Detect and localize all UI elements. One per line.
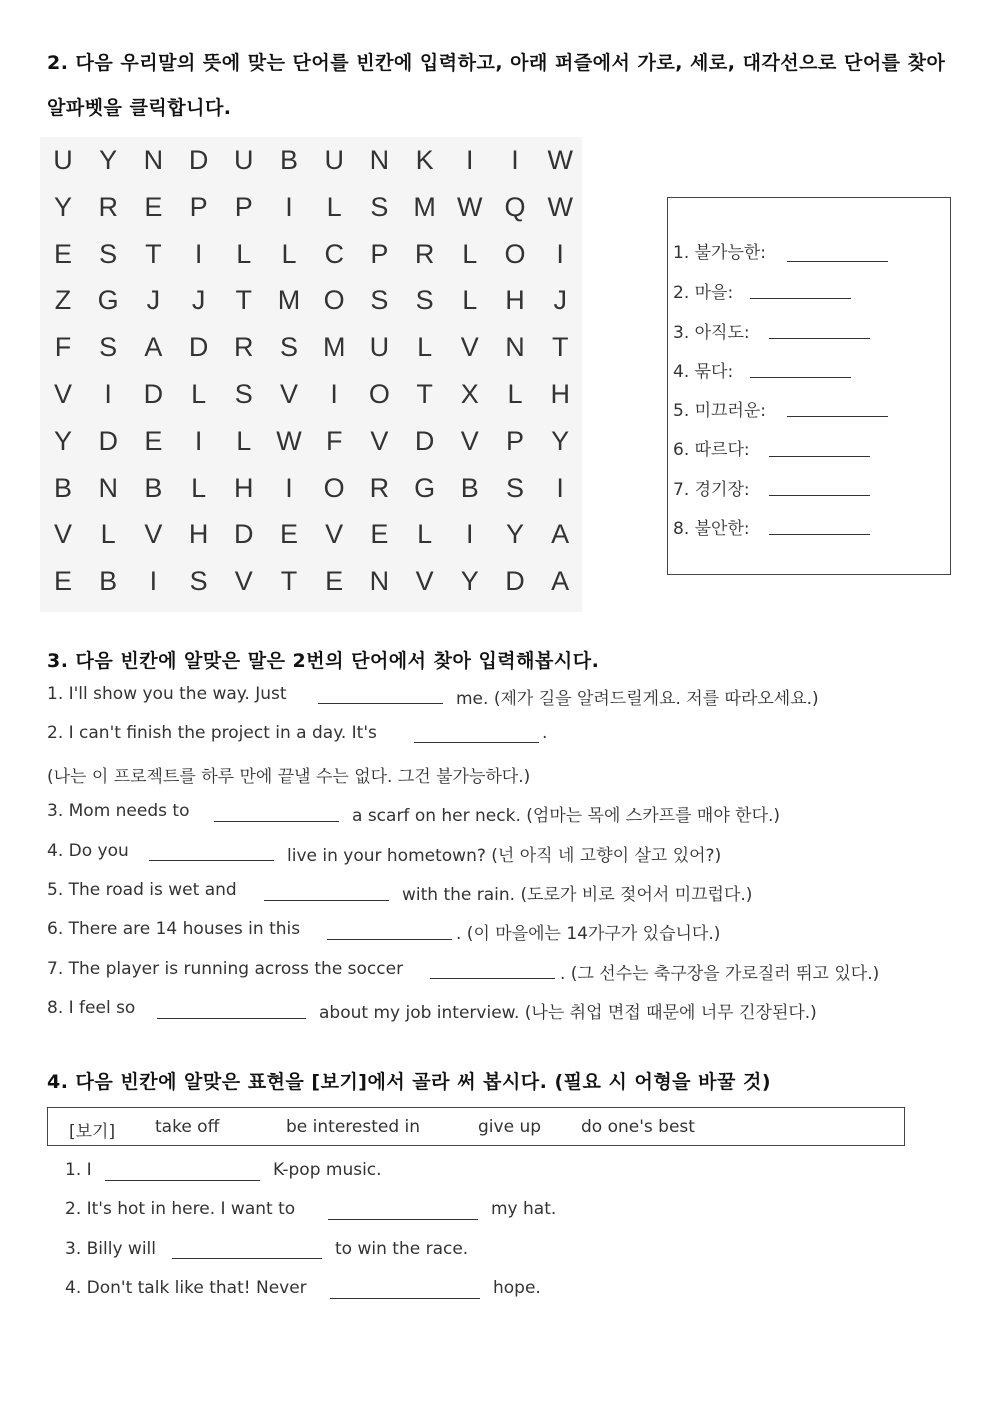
grid-letter[interactable]: L [100, 519, 116, 550]
vocab-box [667, 197, 951, 575]
vocab-blank-2[interactable] [750, 298, 851, 299]
grid-letter[interactable]: J [191, 285, 206, 316]
grid-letter[interactable]: I [466, 519, 474, 550]
grid-letter[interactable]: M [277, 285, 301, 316]
section4-blank-2[interactable] [328, 1219, 478, 1220]
section3-item5-text: 5. The road is wet and [47, 880, 237, 900]
section4-item1-after: K-pop music. [273, 1160, 382, 1180]
section4-item4-after: hope. [493, 1278, 541, 1298]
grid-letter[interactable]: S [505, 472, 524, 503]
grid-letter[interactable]: M [413, 191, 436, 222]
section4-heading: 4. 다음 빈칸에 알맞은 표현을 [보기]에서 골라 써 봅시다. (필요 시 어형을 바꿀 것) [47, 1071, 772, 1093]
grid-letter[interactable]: E [144, 191, 163, 222]
grid-letter[interactable]: E [325, 566, 344, 597]
grid-letter[interactable]: Q [504, 191, 526, 222]
section3-item1-after: me. (제가 길을 알려드릴게요. 저를 따라오세요.) [456, 689, 819, 709]
grid-letter[interactable]: I [556, 238, 564, 269]
bogi-box [47, 1107, 905, 1146]
grid-letter[interactable]: N [369, 566, 390, 597]
grid-letter[interactable]: I [285, 472, 293, 503]
grid-letter[interactable]: B [279, 145, 298, 175]
word-search-grid [40, 137, 582, 612]
grid-letter[interactable]: C [324, 238, 344, 269]
grid-letter[interactable]: I [466, 145, 474, 175]
grid-letter[interactable]: L [417, 519, 433, 550]
section3-item1-text: 1. I'll show you the way. Just [47, 684, 287, 704]
grid-letter[interactable]: H [550, 379, 570, 409]
section3-item6-text: 6. There are 14 houses in this [47, 919, 301, 939]
grid-letter[interactable]: T [145, 238, 162, 269]
grid-letter[interactable]: I [104, 379, 112, 409]
grid-letter[interactable]: E [53, 238, 72, 269]
section3-heading: 3. 다음 빈칸에 알맞은 말은 2번의 단어에서 찾아 입력해봅시다. [47, 650, 600, 672]
section2-instruction-line1: 2. 다음 우리말의 뜻에 맞는 단어를 빈칸에 입력하고, 아래 퍼즐에서 가로, 세로, 대각선으로 단어를 찾아 [47, 52, 946, 74]
section3-item2-text: 2. I can't finish the project in a day. It's [47, 723, 377, 743]
vocab-blank-8[interactable] [769, 534, 870, 535]
section3-blank-7[interactable] [430, 978, 555, 979]
grid-letter[interactable]: D [98, 425, 118, 456]
grid-letter[interactable]: L [236, 425, 252, 456]
section3-blank-3[interactable] [214, 821, 339, 822]
grid-letter[interactable]: O [323, 472, 345, 503]
grid-letter[interactable]: Z [54, 285, 72, 316]
grid-letter[interactable]: I [556, 472, 564, 503]
bogi-label: [보기] [69, 1122, 116, 1142]
grid-letter[interactable]: B [144, 472, 163, 503]
grid-letter[interactable]: A [551, 566, 570, 597]
grid-letter[interactable]: W [547, 191, 573, 222]
grid-letter[interactable]: V [144, 519, 163, 550]
grid-letter[interactable]: U [234, 145, 254, 175]
grid-letter[interactable]: L [462, 238, 478, 269]
section4-item3-text: 3. Billy will [65, 1239, 156, 1259]
grid-letter[interactable]: I [511, 145, 519, 175]
bogi-option: be interested in [286, 1117, 421, 1137]
grid-letter[interactable]: D [234, 519, 254, 550]
grid-letter[interactable]: S [99, 332, 118, 363]
grid-letter[interactable]: P [189, 191, 208, 222]
grid-letter[interactable]: V [279, 379, 298, 409]
section3-blank-2[interactable] [414, 742, 539, 743]
grid-letter[interactable]: J [146, 285, 161, 316]
section3-item3-text: 3. Mom needs to [47, 801, 190, 821]
grid-letter[interactable]: H [188, 519, 209, 550]
grid-letter[interactable]: T [235, 285, 253, 316]
grid-letter[interactable]: F [54, 332, 72, 363]
grid-letter[interactable]: I [194, 425, 203, 456]
grid-letter[interactable]: R [369, 472, 390, 503]
grid-letter[interactable]: P [234, 191, 253, 222]
bogi-option: give up [478, 1117, 542, 1137]
grid-letter[interactable]: Y [99, 145, 118, 175]
section3-item4-text: 4. Do you [47, 841, 129, 861]
grid-letter[interactable]: T [416, 379, 433, 409]
grid-letter[interactable]: E [144, 425, 163, 456]
grid-letter[interactable]: I [149, 566, 158, 597]
grid-letter[interactable]: Y [551, 425, 570, 456]
section4-blank-4[interactable] [330, 1298, 480, 1299]
grid-letter[interactable]: N [369, 145, 390, 175]
grid-letter[interactable]: V [325, 519, 344, 550]
vocab-label: 7. 경기장: [673, 480, 750, 500]
grid-letter[interactable]: P [370, 238, 389, 269]
vocab-label: 6. 따르다: [673, 440, 750, 460]
grid-letter[interactable]: I [330, 379, 338, 409]
section3-blank-4[interactable] [149, 860, 274, 861]
section3-item2-translation: (나는 이 프로젝트를 하루 만에 끝낼 수는 없다. 그건 불가능하다.) [47, 767, 531, 787]
grid-letter[interactable]: E [279, 519, 298, 550]
section3-item6-after: . (이 마을에는 14가구가 있습니다.) [456, 924, 721, 944]
grid-letter[interactable]: I [194, 238, 203, 269]
grid-letter[interactable]: Y [460, 566, 479, 597]
grid-letter[interactable]: L [191, 379, 207, 409]
section3-blank-6[interactable] [327, 939, 452, 940]
section3-item4-after: live in your hometown? (넌 아직 네 고향이 살고 있어?) [287, 846, 722, 866]
grid-letter[interactable]: S [370, 191, 389, 222]
section3-item8-after: about my job interview. (나는 취업 면접 때문에 너무 긴장된다.) [319, 1003, 817, 1023]
grid-letter[interactable]: L [281, 238, 297, 269]
grid-letter[interactable]: V [370, 425, 389, 456]
section3-item8-text: 8. I feel so [47, 998, 136, 1018]
grid-letter[interactable]: S [370, 285, 389, 316]
grid-letter[interactable]: T [280, 566, 298, 597]
grid-letter[interactable]: D [414, 425, 435, 456]
section3-item7-after: . (그 선수는 축구장을 가로질러 뛰고 있다.) [560, 964, 880, 984]
vocab-label: 4. 묶다: [673, 362, 734, 382]
grid-letter[interactable]: H [505, 285, 525, 316]
grid-letter[interactable]: P [505, 425, 524, 456]
grid-letter[interactable]: N [143, 145, 164, 175]
vocab-blank-6[interactable] [769, 456, 870, 457]
section4-item4-text: 4. Don't talk like that! Never [65, 1278, 307, 1298]
section3-blank-1[interactable] [318, 703, 443, 704]
grid-letter[interactable]: N [505, 332, 525, 363]
grid-letter[interactable]: F [325, 425, 343, 456]
grid-letter[interactable]: Y [53, 425, 72, 456]
vocab-label: 2. 마을: [673, 283, 734, 303]
vocab-label: 5. 미끄러운: [673, 401, 767, 421]
grid-letter[interactable]: L [462, 285, 478, 316]
grid-letter[interactable]: I [285, 191, 293, 222]
grid-letter[interactable]: U [324, 145, 344, 175]
vocab-blank-7[interactable] [769, 495, 870, 496]
grid-letter[interactable]: V [415, 566, 434, 597]
vocab-blank-4[interactable] [750, 377, 851, 378]
grid-letter[interactable]: R [414, 238, 435, 269]
grid-letter[interactable]: J [553, 285, 567, 316]
grid-letter[interactable]: A [144, 332, 163, 363]
section3-blank-5[interactable] [264, 900, 389, 901]
section4-item2-after: my hat. [491, 1199, 557, 1219]
grid-letter[interactable]: G [414, 472, 436, 503]
vocab-label: 8. 불안한: [673, 519, 750, 539]
grid-letter[interactable]: E [53, 566, 72, 597]
vocab-label: 1. 불가능한: [673, 243, 767, 263]
grid-letter[interactable]: H [234, 472, 254, 503]
vocab-blank-3[interactable] [769, 338, 870, 339]
grid-letter[interactable]: B [53, 472, 72, 503]
grid-letter[interactable]: S [99, 238, 118, 269]
grid-letter[interactable]: W [276, 425, 302, 456]
grid-letter[interactable]: U [369, 332, 390, 363]
grid-letter[interactable]: U [53, 145, 73, 175]
grid-letter[interactable]: V [53, 519, 72, 550]
bogi-option: take off [155, 1117, 220, 1137]
grid-letter[interactable]: W [547, 145, 573, 175]
vocab-label: 3. 아직도: [673, 323, 750, 343]
grid-letter[interactable]: Y [505, 519, 524, 550]
section3-blank-8[interactable] [157, 1018, 306, 1019]
grid-letter[interactable]: Y [53, 191, 72, 222]
grid-letter[interactable]: D [505, 566, 525, 597]
grid-letter[interactable]: K [415, 145, 434, 175]
grid-letter[interactable]: L [417, 332, 433, 363]
grid-letter[interactable]: V [53, 379, 72, 409]
section4-item3-after: to win the race. [335, 1239, 469, 1259]
grid-letter[interactable]: N [98, 472, 118, 503]
bogi-option: do one's best [581, 1117, 695, 1137]
section2-instruction-line2: 알파벳을 클릭합니다. [47, 97, 232, 119]
grid-letter[interactable]: A [551, 519, 570, 550]
grid-letter[interactable]: X [460, 379, 479, 409]
grid-letter[interactable]: O [504, 238, 526, 269]
grid-letter[interactable]: L [236, 238, 252, 269]
section3-item5-after: with the rain. (도로가 비로 젖어서 미끄럽다.) [402, 885, 753, 905]
grid-letter[interactable]: D [188, 145, 209, 175]
grid-letter[interactable]: V [460, 425, 479, 456]
grid-letter[interactable]: D [188, 332, 209, 363]
grid-letter[interactable]: S [415, 285, 434, 316]
vocab-blank-1[interactable] [787, 261, 888, 262]
grid-letter[interactable]: G [97, 285, 119, 316]
grid-letter[interactable]: T [551, 332, 569, 363]
grid-letter[interactable]: R [234, 332, 254, 363]
section4-item1-text: 1. I [65, 1160, 92, 1180]
grid-letter[interactable]: S [279, 332, 298, 363]
grid-letter[interactable]: B [99, 566, 118, 597]
section4-blank-1[interactable] [105, 1180, 260, 1181]
grid-letter[interactable]: W [457, 191, 483, 222]
section3-item3-after: a scarf on her neck. (엄마는 목에 스카프를 매야 한다.) [352, 806, 781, 826]
grid-letter[interactable]: V [460, 332, 479, 363]
section3-item2-after: . [542, 723, 548, 743]
grid-letter[interactable]: D [143, 379, 164, 409]
grid-letter[interactable]: L [326, 191, 342, 222]
grid-letter[interactable]: E [370, 519, 389, 550]
grid-letter[interactable]: O [323, 285, 345, 316]
grid-letter[interactable]: R [98, 191, 118, 222]
section3-item7-text: 7. The player is running across the soccer [47, 959, 404, 979]
grid-letter[interactable]: M [322, 332, 346, 363]
section4-blank-3[interactable] [172, 1258, 322, 1259]
grid-letter[interactable]: V [234, 566, 253, 597]
vocab-blank-5[interactable] [787, 416, 888, 417]
grid-letter[interactable]: S [234, 379, 253, 409]
grid-letter[interactable]: L [191, 472, 207, 503]
grid-letter[interactable]: L [507, 379, 523, 409]
grid-letter[interactable]: O [368, 379, 390, 409]
section4-item2-text: 2. It's hot in here. I want to [65, 1199, 296, 1219]
grid-letter[interactable]: B [460, 472, 479, 503]
grid-letter[interactable]: S [189, 566, 208, 597]
